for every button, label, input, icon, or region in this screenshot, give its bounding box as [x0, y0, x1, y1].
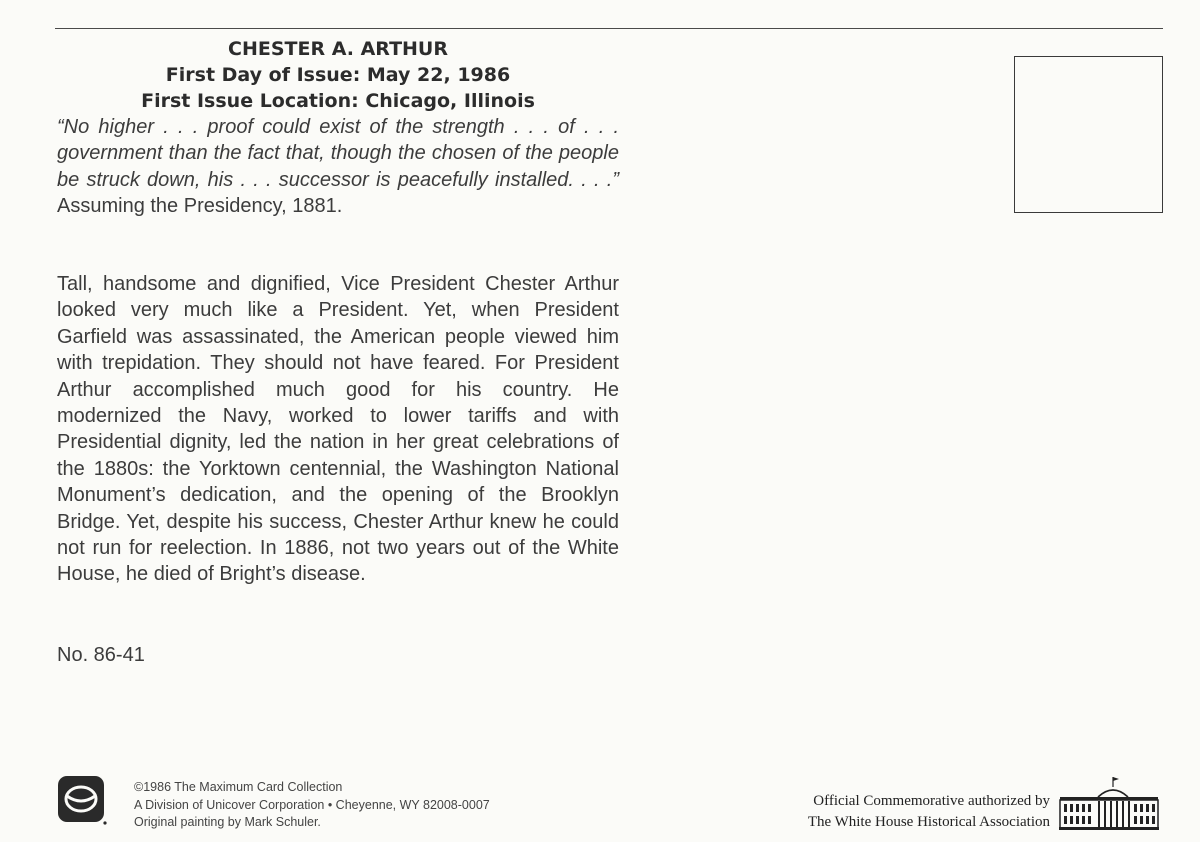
quote-text: “No higher . . . proof could exist of the strength . . . of . . . government than the fact that, though the chosen of the people be struck down, his . . . successor is peacefully installed. . . .”: [57, 116, 619, 191]
first-issue-location: First Issue Location: Chicago, Illinois: [141, 90, 535, 112]
card-title: CHESTER A. ARTHUR: [228, 38, 448, 60]
white-house-icon: [1058, 775, 1160, 831]
copyright-line: ©1986 The Maximum Card Collection: [134, 780, 343, 794]
stamp-placement-box: [1014, 56, 1163, 213]
card-number: No. 86-41: [57, 644, 145, 666]
quote-attribution: Assuming the Presidency, 1881.: [57, 195, 343, 218]
official-line-2: The White House Historical Association: [807, 814, 1050, 830]
first-day-of-issue: First Day of Issue: May 22, 1986: [165, 64, 511, 86]
division-line: A Division of Unicover Corporation • Cheyenne, WY 82008-0007: [134, 797, 490, 812]
official-line-1: Official Commemorative authorized by: [813, 793, 1050, 809]
unicover-logo-icon: [57, 775, 107, 825]
top-rule: [55, 28, 1163, 29]
official-commemorative: [808, 791, 1050, 833]
quote-paragraph: [57, 114, 619, 220]
publisher-credits: [134, 779, 490, 832]
biography-paragraph: Tall, handsome and dignified, Vice President Chester Arthur looked very much like a President. Yet, when President Garfield was assassinated, the American people viewed him with trepidation. They should not have feared. For President Arthur accomplished much good for his country. He modernized the Navy, worked to lower tariffs and with Presidential dignity, led the nation in her great celebrations of the 1880s: the Yorktown centennial, the Washington National Monument’s dedication, and the opening of the Brooklyn Bridge. Yet, despite his success, Chester Arthur knew he could not run for reelection. In 1886, not two years out of the White House, he died of Bright’s disease.: [57, 273, 619, 586]
painting-credit: Original painting by Mark Schuler.: [134, 815, 321, 829]
